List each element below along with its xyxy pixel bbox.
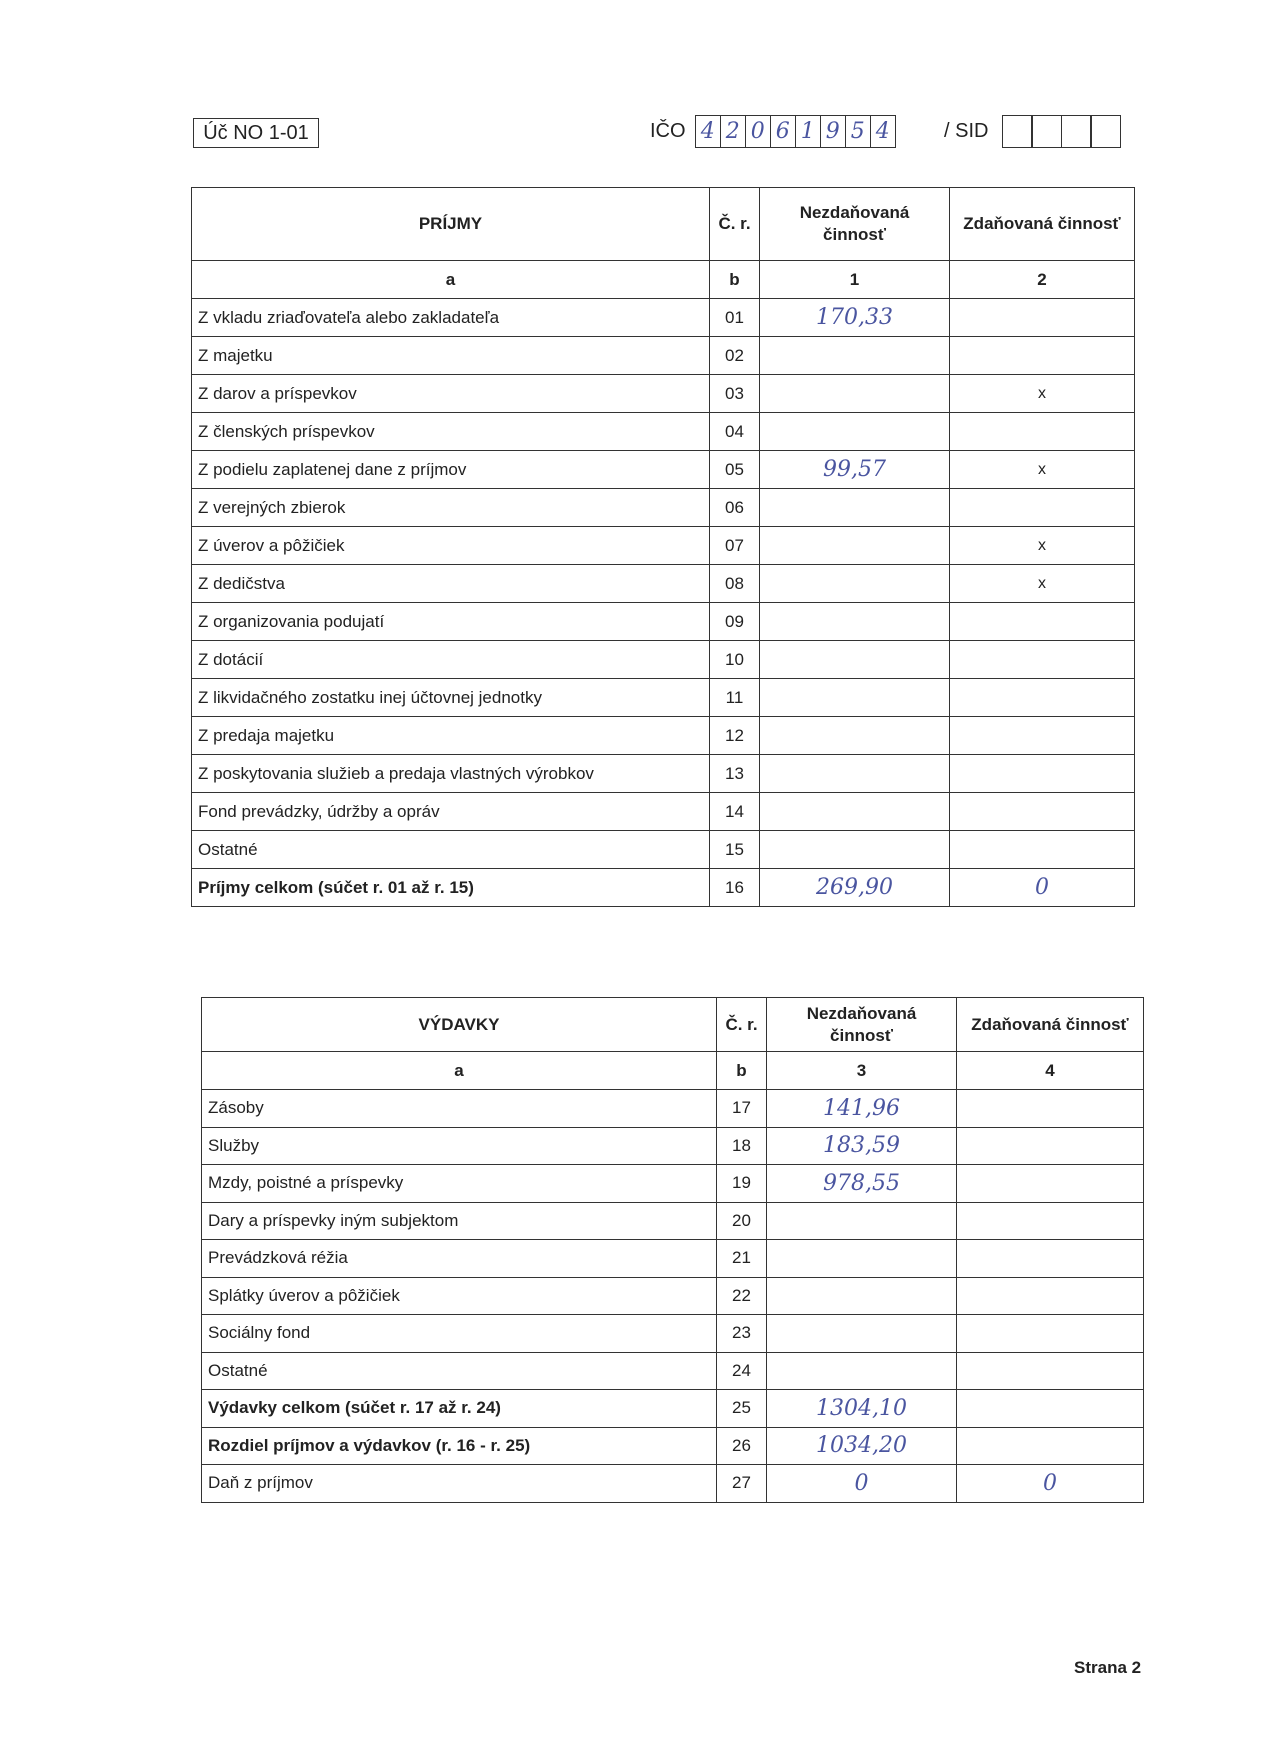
row-number: 22 bbox=[717, 1277, 767, 1315]
nezdanovana-value[interactable]: 0 bbox=[767, 1465, 957, 1503]
row-label: Splátky úverov a pôžičiek bbox=[202, 1277, 717, 1315]
row-number: 11 bbox=[710, 679, 760, 717]
nezdanovana-value[interactable] bbox=[760, 831, 950, 869]
nezdanovana-value[interactable]: 269,90 bbox=[760, 869, 950, 907]
page-number: Strana 2 bbox=[1074, 1658, 1142, 1677]
ico-digit[interactable]: 6 bbox=[770, 115, 797, 148]
col-header-nezdanovana: Nezdaňovaná činnosť bbox=[760, 188, 950, 261]
nezdanovana-value[interactable] bbox=[767, 1277, 957, 1315]
nezdanovana-value[interactable] bbox=[767, 1202, 957, 1240]
col-header-row-number: Č. r. bbox=[710, 188, 760, 261]
zdanovana-value[interactable] bbox=[957, 1090, 1144, 1128]
col-header-vydavky: VÝDAVKY bbox=[202, 998, 717, 1052]
row-label: Z likvidačného zostatku inej účtovnej jednotky bbox=[192, 679, 710, 717]
nezdanovana-value[interactable] bbox=[760, 717, 950, 755]
nezdanovana-value[interactable]: 183,59 bbox=[767, 1127, 957, 1165]
table-row bbox=[192, 413, 1135, 451]
table-row bbox=[202, 1202, 1144, 1240]
table-row bbox=[192, 337, 1135, 375]
row-label: Z vkladu zriaďovateľa alebo zakladateľa bbox=[192, 299, 710, 337]
row-label: Rozdiel príjmov a výdavkov (r. 16 - r. 25) bbox=[202, 1427, 717, 1465]
zdanovana-value[interactable] bbox=[957, 1390, 1144, 1428]
table-row bbox=[192, 603, 1135, 641]
table-row bbox=[202, 1315, 1144, 1353]
row-label: Ostatné bbox=[192, 831, 710, 869]
row-number: 15 bbox=[710, 831, 760, 869]
row-number: 04 bbox=[710, 413, 760, 451]
nezdanovana-value[interactable] bbox=[760, 489, 950, 527]
row-number: 10 bbox=[710, 641, 760, 679]
ico-digit[interactable]: 1 bbox=[795, 115, 822, 148]
nezdanovana-value[interactable]: 170,33 bbox=[760, 299, 950, 337]
table-row bbox=[202, 1465, 1144, 1503]
col-header-row-number: Č. r. bbox=[717, 998, 767, 1052]
nezdanovana-value[interactable] bbox=[760, 337, 950, 375]
zdanovana-value[interactable] bbox=[950, 603, 1135, 641]
nezdanovana-value[interactable]: 978,55 bbox=[767, 1165, 957, 1203]
zdanovana-value[interactable]: 0 bbox=[950, 869, 1135, 907]
table-row bbox=[192, 489, 1135, 527]
col-code: b bbox=[717, 1052, 767, 1090]
nezdanovana-value[interactable] bbox=[760, 679, 950, 717]
row-number: 23 bbox=[717, 1315, 767, 1353]
col-header-nezdanovana: Nezdaňovaná činnosť bbox=[767, 998, 957, 1052]
row-label: Z dedičstva bbox=[192, 565, 710, 603]
ico-digit[interactable]: 2 bbox=[720, 115, 747, 148]
ico-digit[interactable]: 9 bbox=[820, 115, 847, 148]
row-number: 20 bbox=[717, 1202, 767, 1240]
vydavky-table bbox=[201, 997, 1144, 1503]
zdanovana-value[interactable] bbox=[957, 1240, 1144, 1278]
zdanovana-value[interactable]: x bbox=[950, 451, 1135, 489]
row-label: Z organizovania podujatí bbox=[192, 603, 710, 641]
zdanovana-value[interactable] bbox=[950, 679, 1135, 717]
row-label: Fond prevádzky, údržby a opráv bbox=[192, 793, 710, 831]
row-number: 09 bbox=[710, 603, 760, 641]
ico-digit[interactable]: 4 bbox=[695, 115, 722, 148]
zdanovana-value[interactable] bbox=[957, 1277, 1144, 1315]
sid-box[interactable] bbox=[1031, 115, 1062, 148]
table-row bbox=[192, 831, 1135, 869]
row-number: 13 bbox=[710, 755, 760, 793]
row-label: Z predaja majetku bbox=[192, 717, 710, 755]
row-label: Z úverov a pôžičiek bbox=[192, 527, 710, 565]
table-row bbox=[192, 451, 1135, 489]
table-row bbox=[192, 755, 1135, 793]
zdanovana-value[interactable] bbox=[950, 337, 1135, 375]
ico-digit[interactable]: 5 bbox=[845, 115, 872, 148]
table-row bbox=[192, 793, 1135, 831]
nezdanovana-value[interactable] bbox=[767, 1240, 957, 1278]
row-label: Z podielu zaplatenej dane z príjmov bbox=[192, 451, 710, 489]
col-code: 3 bbox=[767, 1052, 957, 1090]
zdanovana-value[interactable]: x bbox=[950, 375, 1135, 413]
col-code: 4 bbox=[957, 1052, 1144, 1090]
col-code: 1 bbox=[760, 261, 950, 299]
nezdanovana-value[interactable]: 1304,10 bbox=[767, 1390, 957, 1428]
zdanovana-value[interactable] bbox=[950, 755, 1135, 793]
row-number: 06 bbox=[710, 489, 760, 527]
row-label: Z darov a príspevkov bbox=[192, 375, 710, 413]
row-number: 05 bbox=[710, 451, 760, 489]
zdanovana-value[interactable] bbox=[957, 1315, 1144, 1353]
nezdanovana-value[interactable] bbox=[767, 1315, 957, 1353]
prijmy-table bbox=[191, 187, 1135, 907]
table-row bbox=[202, 1090, 1144, 1128]
row-number: 16 bbox=[710, 869, 760, 907]
row-number: 03 bbox=[710, 375, 760, 413]
sid-box[interactable] bbox=[1090, 115, 1121, 148]
zdanovana-value[interactable] bbox=[957, 1202, 1144, 1240]
ico-label: IČO bbox=[650, 120, 686, 142]
table-row bbox=[192, 717, 1135, 755]
table-row bbox=[192, 641, 1135, 679]
table-row bbox=[202, 1427, 1144, 1465]
sid-label: / SID bbox=[944, 120, 989, 142]
row-number: 01 bbox=[710, 299, 760, 337]
col-header-zdanovana: Zdaňovaná činnosť bbox=[950, 188, 1135, 261]
table-row bbox=[202, 1352, 1144, 1390]
row-number: 14 bbox=[710, 793, 760, 831]
sid-box[interactable] bbox=[1061, 115, 1092, 148]
zdanovana-value[interactable] bbox=[950, 831, 1135, 869]
row-number: 19 bbox=[717, 1165, 767, 1203]
form-code: Úč NO 1-01 bbox=[193, 118, 319, 148]
row-label: Z verejných zbierok bbox=[192, 489, 710, 527]
table-row bbox=[192, 375, 1135, 413]
row-label: Mzdy, poistné a príspevky bbox=[202, 1165, 717, 1203]
nezdanovana-value[interactable] bbox=[760, 413, 950, 451]
nezdanovana-value[interactable] bbox=[760, 755, 950, 793]
row-number: 08 bbox=[710, 565, 760, 603]
row-label: Sociálny fond bbox=[202, 1315, 717, 1353]
col-header-prijmy: PRÍJMY bbox=[192, 188, 710, 261]
row-number: 18 bbox=[717, 1127, 767, 1165]
row-number: 25 bbox=[717, 1390, 767, 1428]
nezdanovana-value[interactable] bbox=[760, 375, 950, 413]
zdanovana-value[interactable] bbox=[950, 489, 1135, 527]
nezdanovana-value[interactable] bbox=[760, 641, 950, 679]
zdanovana-value[interactable]: 0 bbox=[957, 1465, 1144, 1503]
row-label: Z dotácií bbox=[192, 641, 710, 679]
row-label: Z členských príspevkov bbox=[192, 413, 710, 451]
zdanovana-value[interactable] bbox=[950, 793, 1135, 831]
ico-digit[interactable]: 0 bbox=[745, 115, 772, 148]
nezdanovana-value[interactable] bbox=[760, 603, 950, 641]
table-row bbox=[192, 565, 1135, 603]
zdanovana-value[interactable] bbox=[950, 641, 1135, 679]
row-label: Dary a príspevky iným subjektom bbox=[202, 1202, 717, 1240]
col-header-zdanovana: Zdaňovaná činnosť bbox=[957, 998, 1144, 1052]
row-label: Ostatné bbox=[202, 1352, 717, 1390]
nezdanovana-value[interactable]: 99,57 bbox=[760, 451, 950, 489]
row-label: Z poskytovania služieb a predaja vlastných výrobkov bbox=[192, 755, 710, 793]
zdanovana-value[interactable] bbox=[950, 413, 1135, 451]
row-number: 27 bbox=[717, 1465, 767, 1503]
table-row bbox=[202, 1240, 1144, 1278]
row-number: 26 bbox=[717, 1427, 767, 1465]
table-row bbox=[202, 1390, 1144, 1428]
nezdanovana-value[interactable]: 141,96 bbox=[767, 1090, 957, 1128]
row-label: Príjmy celkom (súčet r. 01 až r. 15) bbox=[192, 869, 710, 907]
table-row bbox=[202, 1277, 1144, 1315]
zdanovana-value[interactable]: x bbox=[950, 527, 1135, 565]
zdanovana-value[interactable] bbox=[950, 299, 1135, 337]
zdanovana-value[interactable] bbox=[957, 1165, 1144, 1203]
ico-boxes bbox=[696, 115, 896, 148]
table-row bbox=[202, 1127, 1144, 1165]
table-row bbox=[192, 299, 1135, 337]
row-number: 07 bbox=[710, 527, 760, 565]
sid-boxes bbox=[1003, 115, 1121, 148]
row-number: 02 bbox=[710, 337, 760, 375]
sid-box[interactable] bbox=[1002, 115, 1033, 148]
row-label: Z majetku bbox=[192, 337, 710, 375]
zdanovana-value[interactable]: x bbox=[950, 565, 1135, 603]
col-code: a bbox=[202, 1052, 717, 1090]
row-label: Prevádzková réžia bbox=[202, 1240, 717, 1278]
row-label: Výdavky celkom (súčet r. 17 až r. 24) bbox=[202, 1390, 717, 1428]
nezdanovana-value[interactable] bbox=[760, 565, 950, 603]
row-number: 12 bbox=[710, 717, 760, 755]
table-row bbox=[192, 869, 1135, 907]
zdanovana-value[interactable] bbox=[957, 1127, 1144, 1165]
nezdanovana-value[interactable] bbox=[760, 793, 950, 831]
table-row bbox=[192, 679, 1135, 717]
zdanovana-value[interactable] bbox=[957, 1427, 1144, 1465]
nezdanovana-value[interactable]: 1034,20 bbox=[767, 1427, 957, 1465]
nezdanovana-value[interactable] bbox=[760, 527, 950, 565]
row-number: 24 bbox=[717, 1352, 767, 1390]
zdanovana-value[interactable] bbox=[957, 1352, 1144, 1390]
row-number: 17 bbox=[717, 1090, 767, 1128]
ico-digit[interactable]: 4 bbox=[870, 115, 897, 148]
row-label: Služby bbox=[202, 1127, 717, 1165]
row-label: Daň z príjmov bbox=[202, 1465, 717, 1503]
col-code: a bbox=[192, 261, 710, 299]
row-label: Zásoby bbox=[202, 1090, 717, 1128]
col-code: 2 bbox=[950, 261, 1135, 299]
table-row bbox=[202, 1165, 1144, 1203]
col-code: b bbox=[710, 261, 760, 299]
nezdanovana-value[interactable] bbox=[767, 1352, 957, 1390]
zdanovana-value[interactable] bbox=[950, 717, 1135, 755]
table-row bbox=[192, 527, 1135, 565]
row-number: 21 bbox=[717, 1240, 767, 1278]
